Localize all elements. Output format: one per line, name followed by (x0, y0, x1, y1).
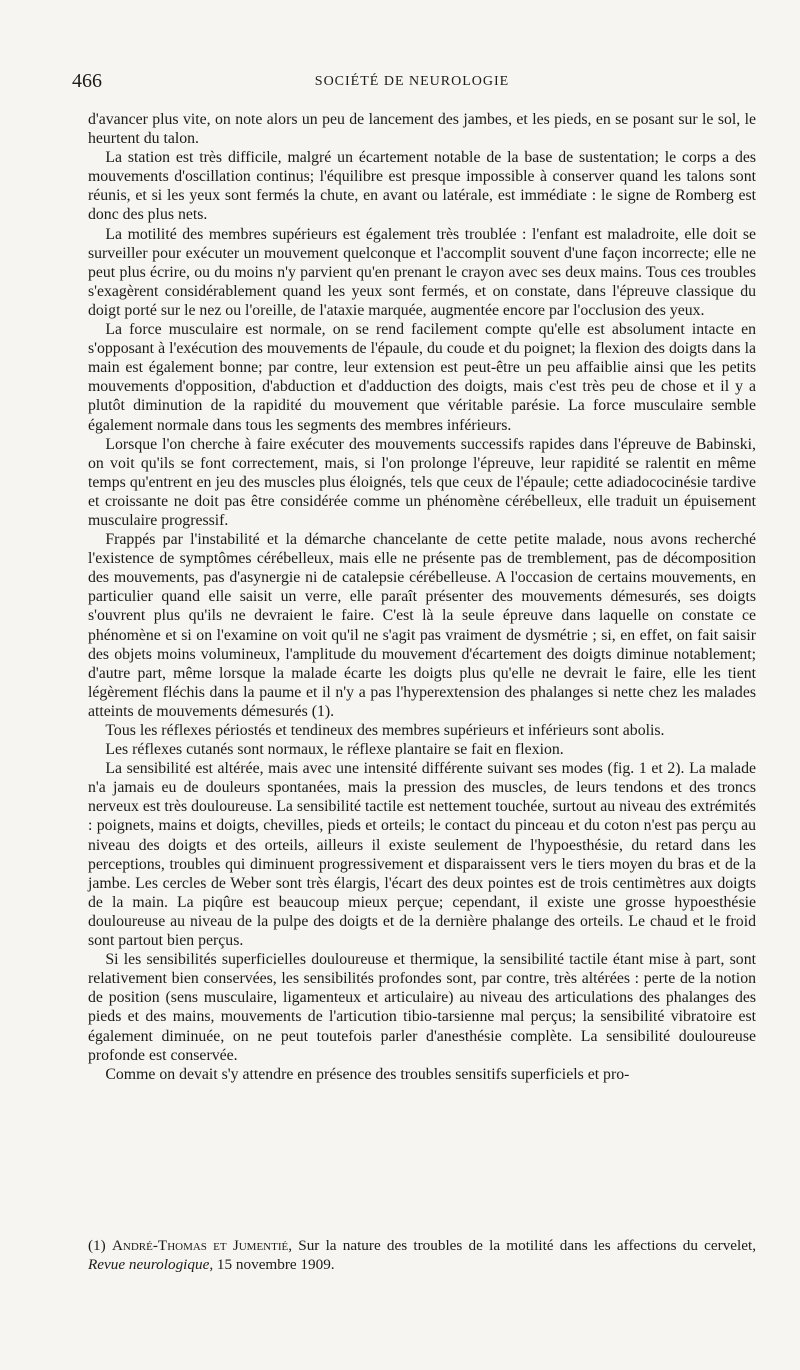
paragraph: Comme on devait s'y attendre en présence des troubles sensitifs superficiels et pro- (105, 1065, 630, 1083)
paragraph: Les réflexes cutanés sont normaux, le réflexe plantaire se fait en flexion. (105, 741, 564, 759)
page-number: 466 (72, 70, 102, 92)
paragraph: La force musculaire est normale, on se rend facilement compte qu'elle est absolument intacte en s'opposant à l'exécution des mouvements de l'épaule, du coude et du poignet; la flexion des doigts dans la main est également bonne; par contre, leur extension est peut-être un peu affaiblie ainsi que les petits mouvements d'opposition, d'abduction et d'adduction des doigts, mais c'est très peu de chose et il y a plutôt diminution de la rapidité du mouvement que véritable parésie. La force musculaire semble également normale dans tous les segments des membres inférieurs. (88, 321, 756, 434)
paragraph: d'avancer plus vite, on note alors un peu de lancement des jambes, et les pieds, en se posant sur le sol, le heurtent du talon. (88, 111, 756, 148)
footnote (88, 1236, 756, 1274)
running-head: SOCIÉTÉ DE NEUROLOGIE (314, 74, 510, 89)
footnote-marker: (1) (88, 1237, 106, 1254)
paragraph: La motilité des membres supérieurs est également très troublée : l'enfant est maladroite, elle doit se surveiller pour exécuter un mouvement quelconque et l'accomplit souvent d'une façon incorrecte; elle ne peut plus écrire, ou du moins n'y parvient qu'en prenant le crayon avec ses deux mains. Tous ces troubles s'exagèrent considérablement quand les yeux sont fermés, et on constate, dans l'épreuve classique du doigt porté sur le nez ou l'oreille, de l'ataxie marquée, augmentée encore par l'occlusion des yeux. (88, 225, 756, 319)
paragraph: Lorsque l'on cherche à faire exécuter des mouvements successifs rapides dans l'épreuve de Babinski, on voit qu'ils se font correctement, mais, si l'on prolonge l'épreuve, leur rapidité se ralentit en même temps qu'entrent en jeu des muscles plus éloignés, tels que ceux de l'épaule; cette adiadococinésie tardive et croissante ne doit pas être considérée comme un phénomène cérébelleux, elle traduit un épuisement musculaire progressif. (88, 435, 756, 529)
footnote-journal: Revue neurologique, (88, 1256, 214, 1273)
body-text (88, 110, 756, 1084)
paragraph: Tous les réflexes périostés et tendineux des membres supérieurs et inférieurs sont abolis. (105, 722, 665, 739)
page-header (72, 70, 752, 94)
footnote-authors: André-Thomas et Jumentié, (111, 1237, 293, 1254)
paragraph: Frappés par l'instabilité et la démarche chancelante de cette petite malade, nous avons recherché l'existence de symptômes cérébelleux, mais elle ne présente pas de tremblement, pas de décomposition des mouvements, pas d'asynergie ni de catalepsie cérébelleuse. A l'occasion de certains mouvements, en particulier quand elle saisit un verre, elle paraît présenter des mouvements démesurés, ses doigts s'ouvrent plus qu'ils ne devraient le faire. C'est là la seule épreuve dans laquelle on constate ce phénomène et si on l'examine on voit qu'il ne s'agit pas vraiment de dysmétrie ; si, en effet, on fait saisir des objets moins volumineux, l'amplitude du mouvement d'écartement des doigts diminue notablement; d'autre part, même lorsque la malade écarte les doigts plus qu'elle ne devrait le faire, elle les tient légèrement fléchis dans la paume et il n'y a pas l'hyperextension des phalanges si nette chez les malades atteints de mouvements démesurés (1). (88, 531, 756, 720)
footnote-date: 15 novembre 1909. (216, 1256, 335, 1273)
paragraph: La sensibilité est altérée, mais avec une intensité différente suivant ses modes (fig. 1 et 2). La malade n'a jamais eu de douleurs spontanées, mais la pression des muscles, de leurs tendons et des troncs nerveux est très douloureuse. La sensibilité tactile est nettement touchée, surtout au niveau des extrémités : poignets, mains et doigts, chevilles, pieds et orteils; le contact du pinceau et du coton n'est pas perçu au niveau des doigts et des orteils, ailleurs il existe seulement de l'hypoesthésie, du retard dans les perceptions, troubles qui diminuent progressivement et disparaissent vers le tiers moyen du bras et de la jambe. Les cercles de Weber sont très élargis, l'écart des deux pointes est de trois centimètres aux doigts de la main. La piqûre est beaucoup mieux perçue; cependant, il existe une grosse hypoesthésie douloureuse au niveau de la pulpe des doigts et de la dernière phalange des orteils. Le chaud et le froid sont partout bien perçus. (88, 760, 756, 950)
paragraph: Si les sensibilités superficielles douloureuse et thermique, la sensibilité tactile étant mise à part, sont relativement bien conservées, les sensibilités profondes sont, par contre, très altérées : perte de la notion de position (sens musculaire, ligamenteux et articulaire) au niveau des articulations des phalanges des pieds et des mains, mouvements de l'articution tibio-tarsienne mal perçus; la sensibilité vibratoire est également diminuée, on ne peut toutefois parler d'anesthésie complète. La sensibilité douloureuse profonde est conservée. (88, 951, 756, 1064)
footnote-text: Sur la nature des troubles de la motilité dans les affections du cervelet, (298, 1237, 757, 1254)
paragraph: La station est très difficile, malgré un écartement notable de la base de sustentation; le corps a des mouvements d'oscillation continus; l'équilibre est presque impossible à conserver quand les talons sont réunis, et si les yeux sont fermés la chute, en avant ou latérale, est immédiate : le signe de Romberg est donc des plus nets. (88, 149, 756, 224)
